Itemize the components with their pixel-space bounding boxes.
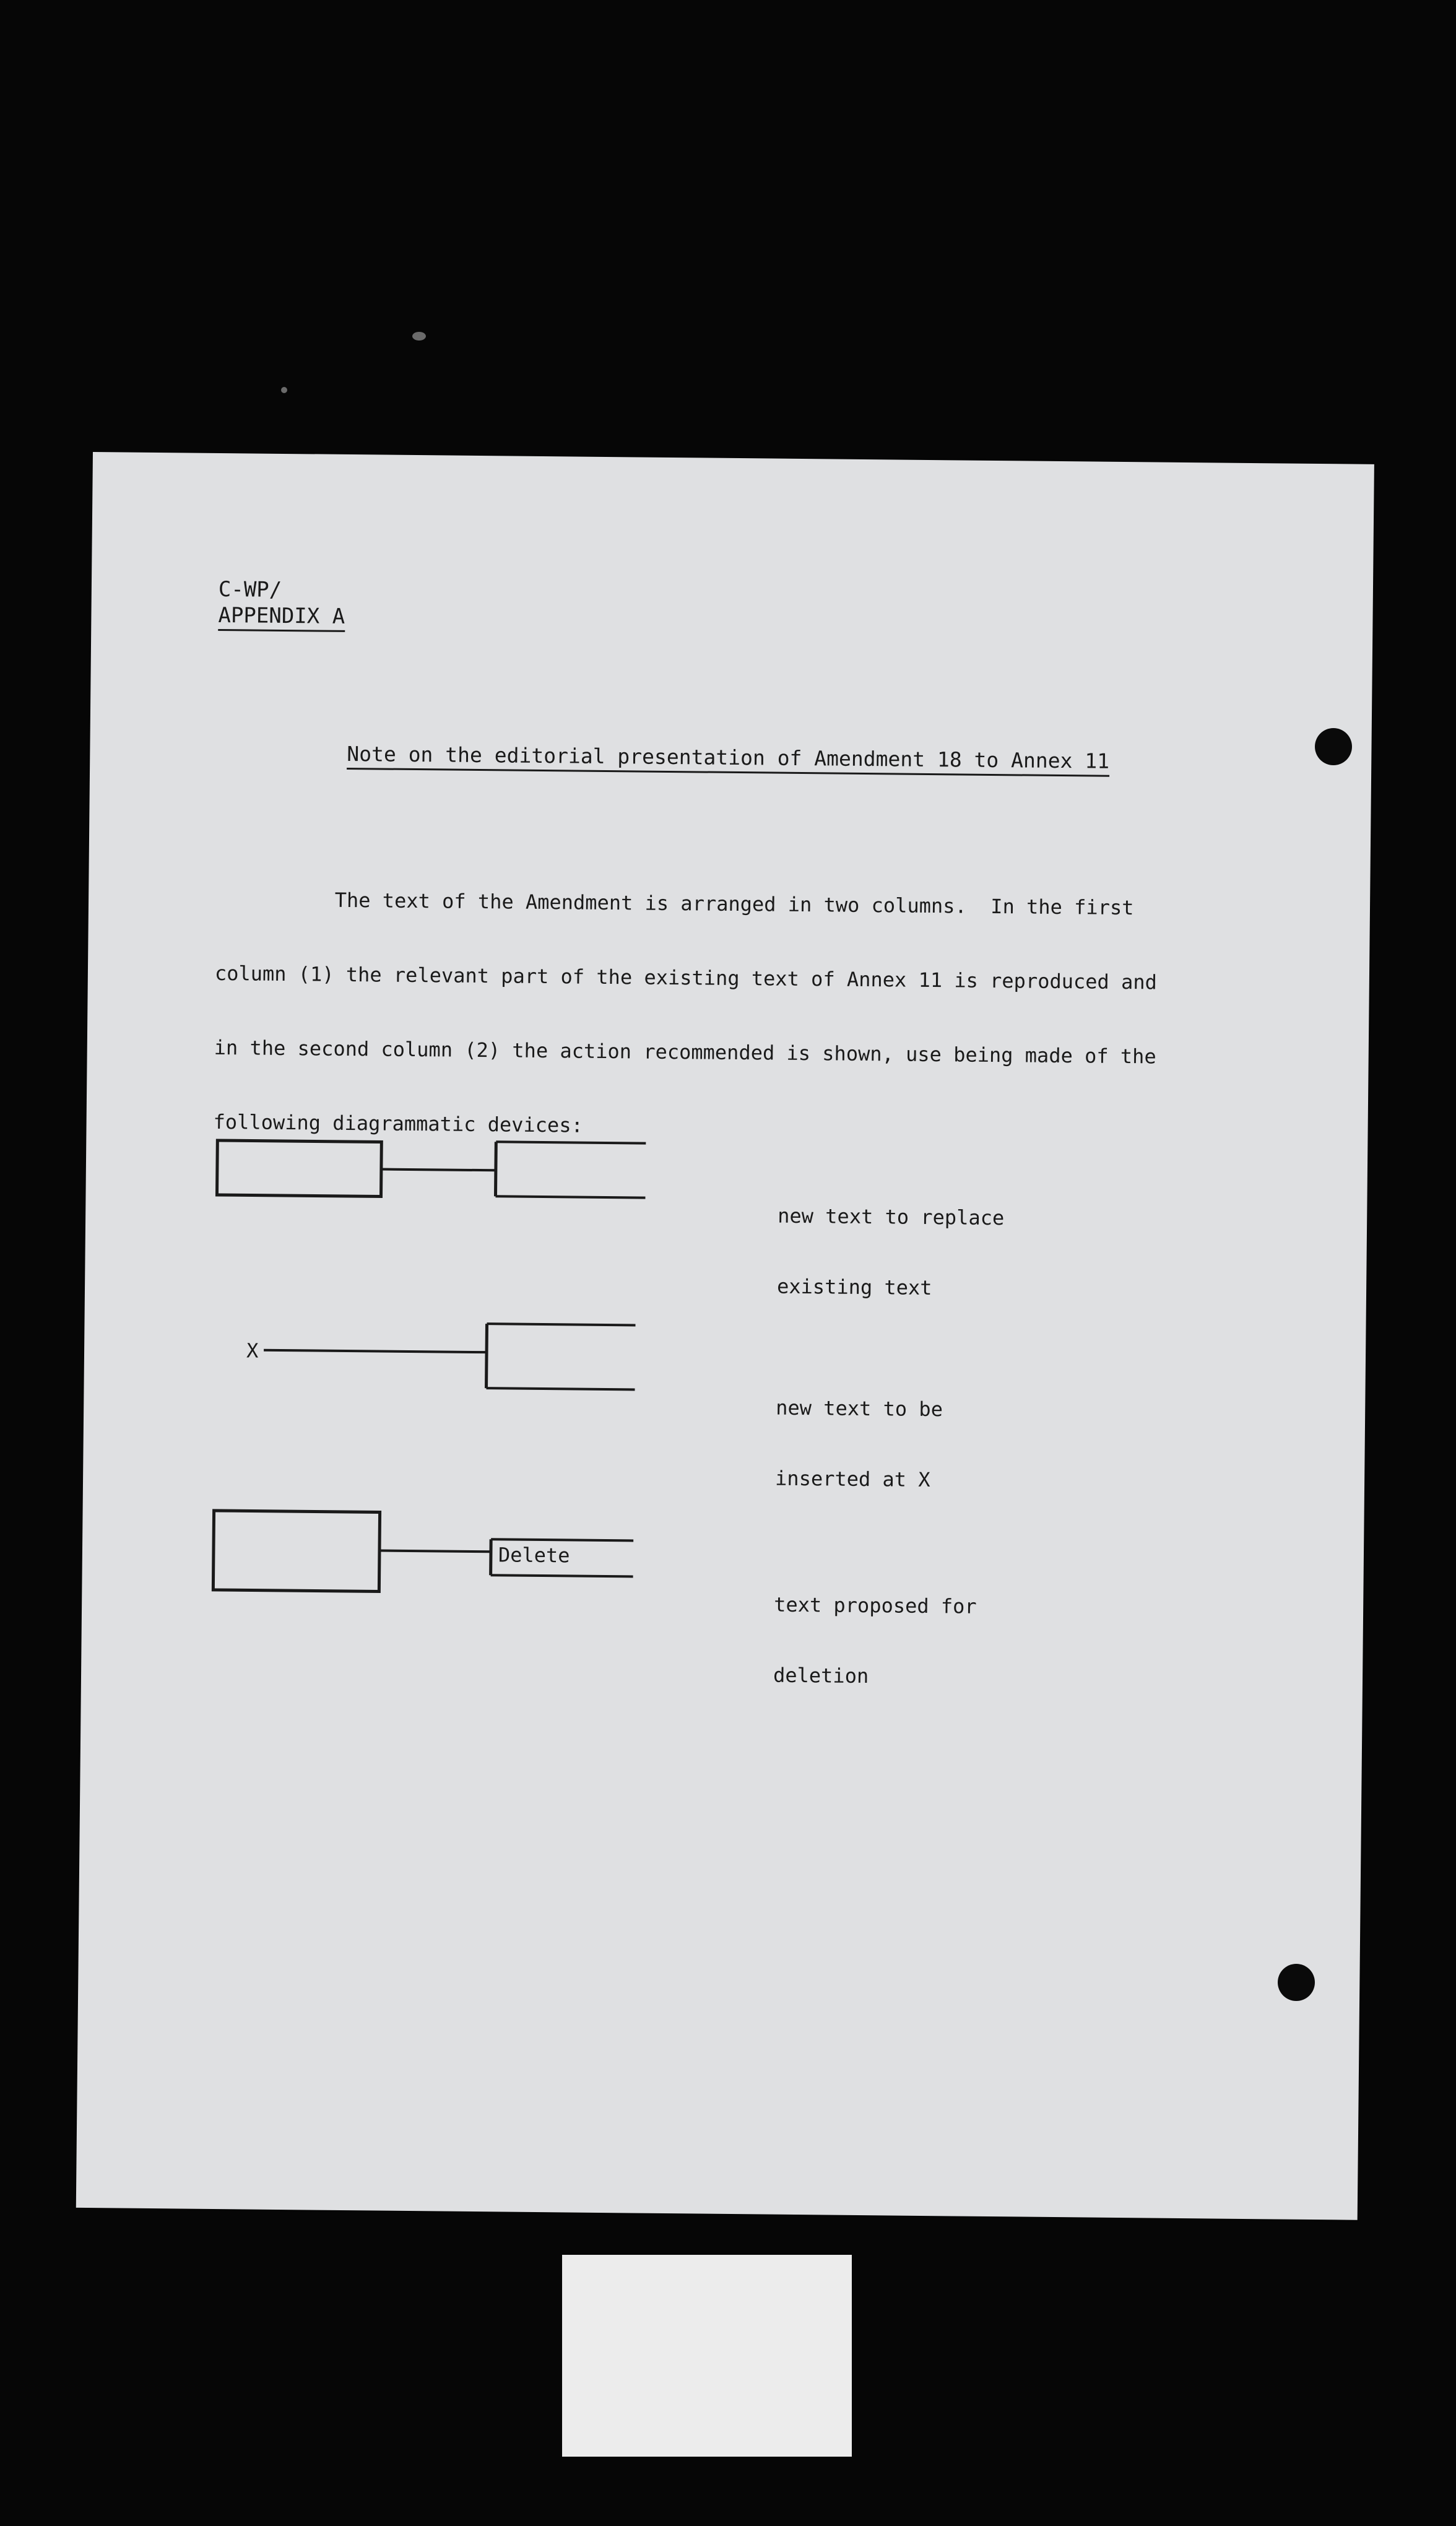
paragraph-line: in the second column (2) the action recommended is shown, use being made of the	[214, 1035, 1156, 1069]
punch-hole-bottom	[1278, 1964, 1315, 2001]
paragraph-line: The text of the Amendment is arranged in two columns. In the first	[215, 887, 1134, 920]
paragraph-line: following diagrammatic devices:	[213, 1109, 584, 1137]
bracket-top	[491, 1539, 633, 1540]
legend-line: new text to be	[776, 1395, 943, 1421]
document-reference: C-WP/	[218, 576, 282, 602]
delete-box-label: Delete	[498, 1543, 570, 1568]
connector-line	[379, 1551, 491, 1552]
document-page	[76, 452, 1374, 2220]
legend-line: text proposed for	[773, 1592, 977, 1618]
bracket-vertical	[491, 1539, 492, 1575]
delete-legend	[773, 1546, 977, 1736]
legend-line: existing text	[776, 1274, 932, 1300]
appendix-label: APPENDIX A	[218, 603, 345, 632]
film-speck	[412, 332, 426, 341]
delete-diagram	[76, 452, 1374, 2220]
insertion-marker: X	[246, 1339, 259, 1363]
film-speck	[281, 387, 287, 393]
legend-line: deletion	[773, 1663, 869, 1688]
bracket-bottom	[491, 1575, 633, 1576]
punch-hole-top	[1315, 728, 1352, 765]
paragraph-line: column (1) the relevant part of the existing text of Annex 11 is reproduced and	[214, 961, 1158, 994]
blank-paper-slip	[562, 2255, 852, 2457]
legend-line: new text to replace	[778, 1204, 1005, 1230]
existing-text-box	[213, 1511, 379, 1592]
legend-line: inserted at X	[774, 1466, 930, 1492]
page-title: Note on the editorial presentation of Amendment 18 to Annex 11	[347, 742, 1109, 777]
